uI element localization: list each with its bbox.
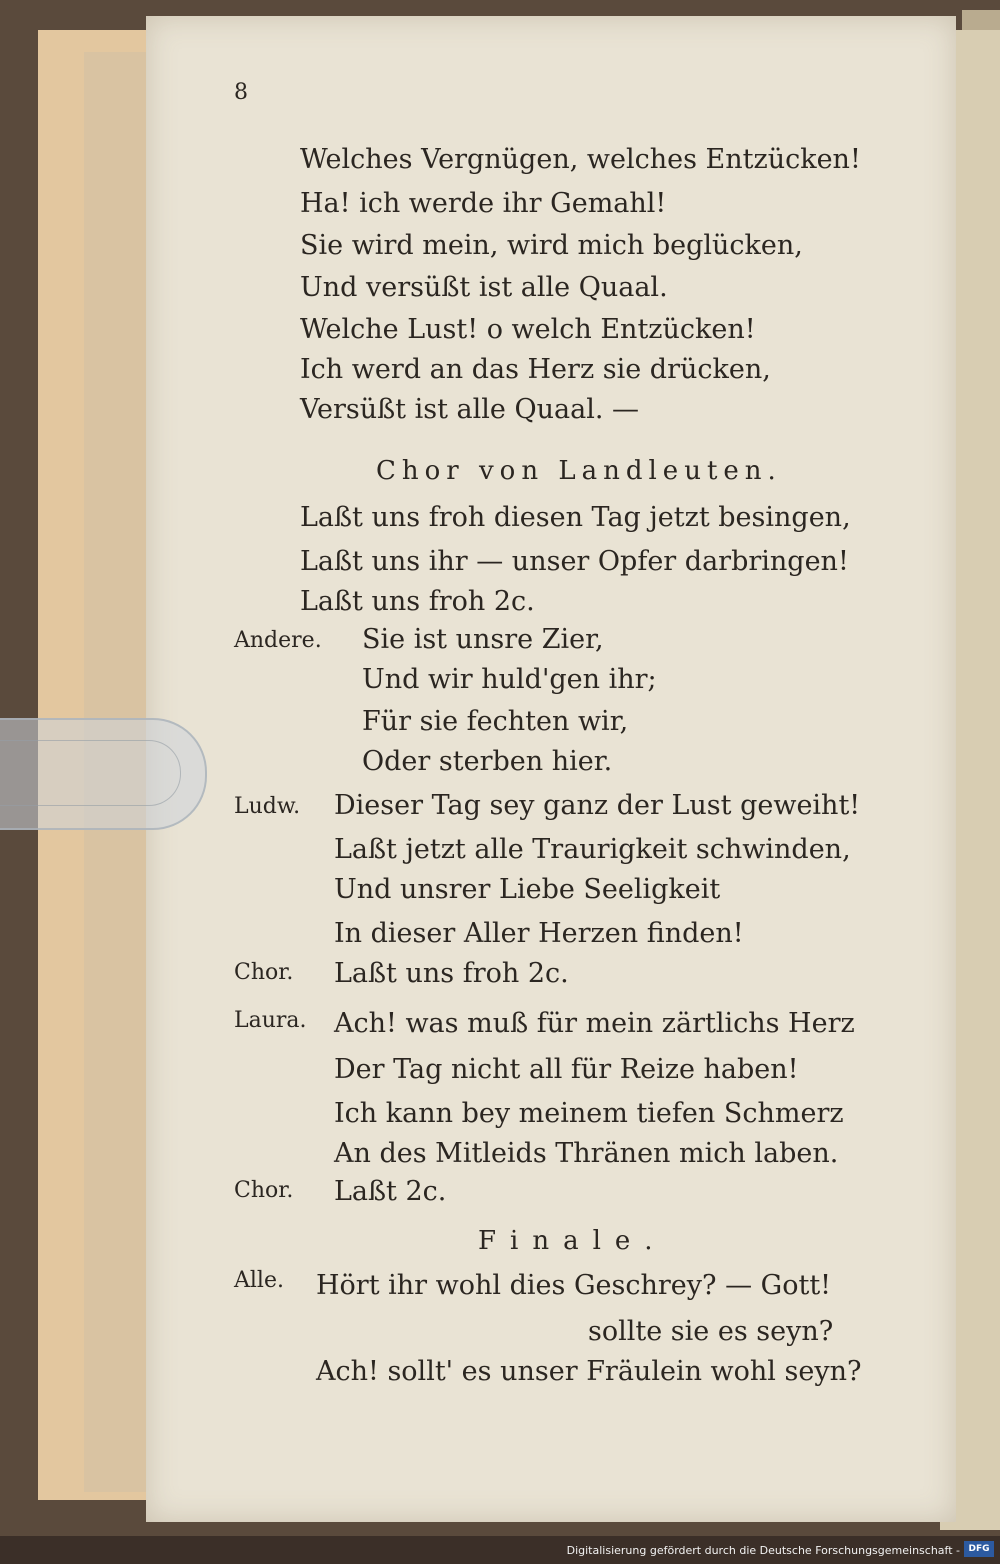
verse-line: Ha! ich werde ihr Gemahl!: [300, 188, 667, 219]
verse-line: Sie ist unsre Zier,: [362, 624, 604, 655]
verse-line: Dieser Tag sey ganz der Lust geweiht!: [334, 790, 861, 821]
verse-line: Ich werd an das Herz sie drücken,: [300, 354, 771, 385]
speaker-label: Alle.: [234, 1268, 284, 1293]
verse-line: Laßt uns froh 2c.: [300, 586, 535, 617]
verse-line: Und versüßt ist alle Quaal.: [300, 272, 668, 303]
verse-line: Sie wird mein, wird mich beglücken,: [300, 230, 803, 261]
section-heading: Chor von Landleuten.: [376, 456, 782, 486]
verse-line: Oder sterben hier.: [362, 746, 613, 777]
verse-line: sollte sie es seyn?: [588, 1316, 834, 1347]
verse-line: Der Tag nicht all für Reize haben!: [334, 1054, 799, 1085]
speaker-label: Laura.: [234, 1008, 307, 1033]
verse-line: Hört ihr wohl dies Geschrey? — Gott!: [316, 1270, 832, 1301]
verse-line: Laßt uns ihr — unser Opfer darbringen!: [300, 546, 849, 577]
page-number: 8: [234, 80, 248, 105]
speaker-label: Ludw.: [234, 794, 301, 819]
verse-line: Laßt 2c.: [334, 1176, 447, 1207]
verse-line: Welche Lust! o welch Entzücken!: [300, 314, 756, 345]
verse-line: Und wir huld'gen ihr;: [362, 664, 657, 695]
verse-line: In dieser Aller Herzen finden!: [334, 918, 744, 949]
verse-line: Ach! was muß für mein zärtlichs Herz: [334, 1008, 855, 1039]
verse-line: Laßt uns froh diesen Tag jetzt besingen,: [300, 502, 851, 533]
speaker-label: Andere.: [234, 628, 322, 653]
verse-line: Und unsrer Liebe Seeligkeit: [334, 874, 721, 905]
paper-clip-inner: [0, 740, 181, 806]
verse-line: An des Mitleids Thränen mich laben.: [334, 1138, 839, 1169]
funding-credit: Digitalisierung gefördert durch die Deutsche Forschungsgemeinschaft -: [566, 1544, 960, 1557]
verse-line: Für sie fechten wir,: [362, 706, 629, 737]
verse-line: Welches Vergnügen, welches Entzücken!: [300, 144, 861, 175]
section-heading: Finale.: [478, 1226, 667, 1256]
verse-line: Laßt jetzt alle Traurigkeit schwinden,: [334, 834, 851, 865]
speaker-label: Chor.: [234, 960, 294, 985]
dfg-logo-icon: DFG: [964, 1541, 994, 1557]
verse-line: Versüßt ist alle Quaal. —: [300, 394, 639, 425]
verse-line: Ach! sollt' es unser Fräulein wohl seyn?: [316, 1356, 862, 1387]
verse-line: Laßt uns froh 2c.: [334, 958, 569, 989]
verse-line: Ich kann bey meinem tiefen Schmerz: [334, 1098, 844, 1129]
speaker-label: Chor.: [234, 1178, 294, 1203]
